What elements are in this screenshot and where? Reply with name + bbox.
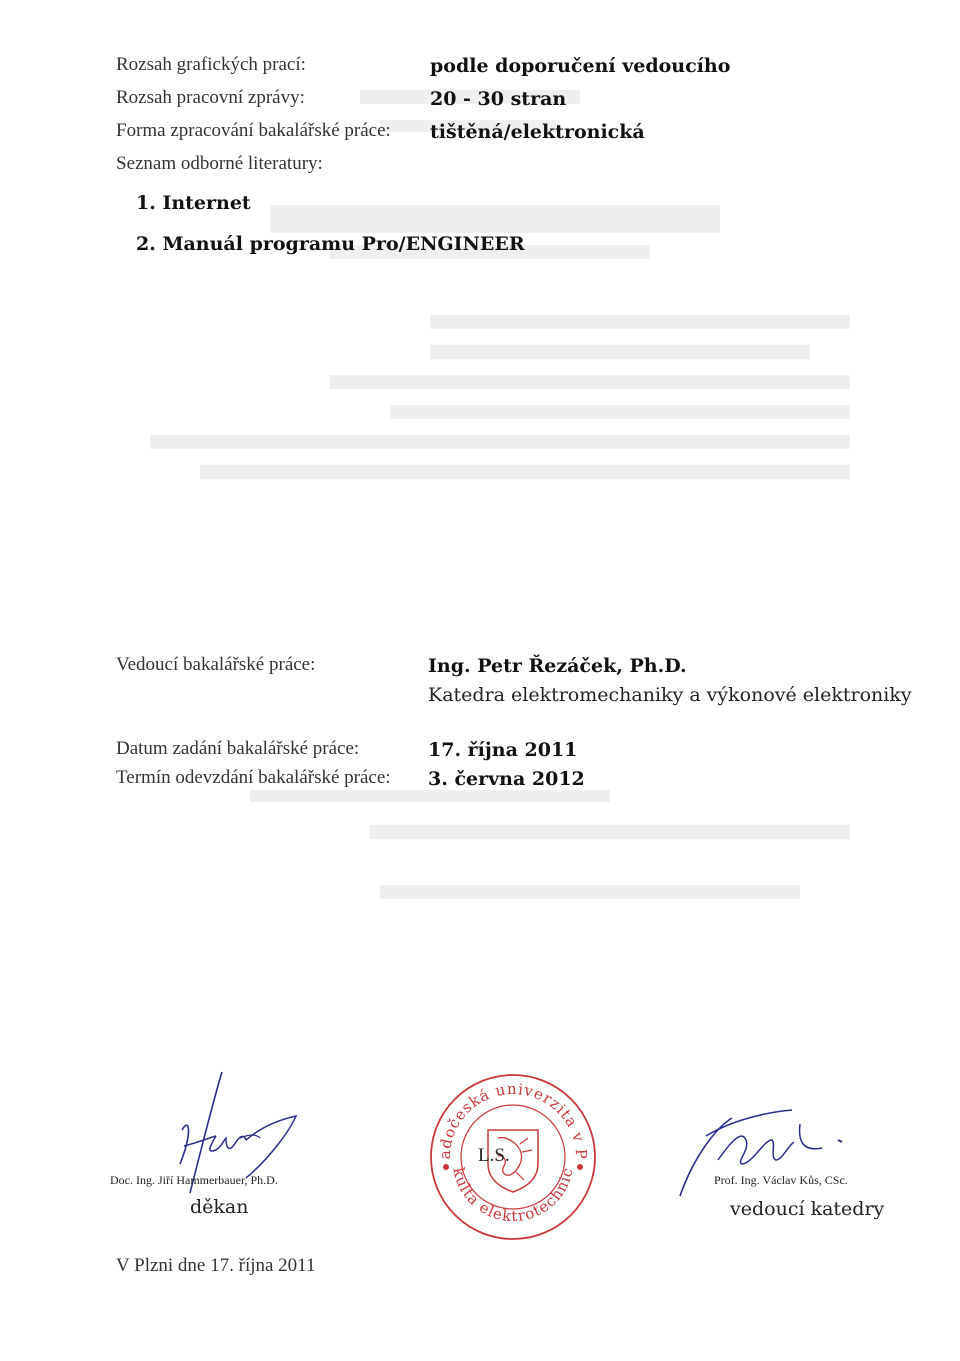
form-value: tištěná/elektronická (430, 121, 645, 143)
head-role: vedoucí katedry (730, 1198, 885, 1220)
form-label: Forma zpracování bakalářské práce: (116, 120, 391, 141)
supervisor-name: Ing. Petr Řezáček, Ph.D. (428, 655, 687, 677)
report-scope-label: Rozsah pracovní zprávy: (116, 87, 305, 108)
head-name: Prof. Ing. Václav Kůs, CSc. (714, 1173, 848, 1187)
assignment-date-label: Datum zadání bakalářské práce: (116, 738, 360, 759)
graphics-scope-label: Rozsah grafických prací: (116, 54, 306, 75)
head-signature (672, 1100, 882, 1210)
graphics-scope-value: podle doporučení vedoucího (430, 55, 731, 77)
report-scope-value: 20 - 30 stran (430, 88, 567, 110)
faculty-seal (428, 1072, 598, 1242)
supervisor-department: Katedra elektromechaniky a výkonové elektroniky (428, 684, 912, 706)
dean-role: děkan (190, 1196, 249, 1218)
stamp-ls: L.S. (478, 1145, 510, 1166)
deadline-value: 3. června 2012 (428, 768, 585, 790)
place-date: V Plzni dne 17. října 2011 (116, 1255, 316, 1276)
literature-item-2: 2. Manuál programu Pro/ENGINEER (136, 233, 525, 255)
literature-item-1: 1. Internet (136, 192, 251, 214)
dean-name: Doc. Ing. Jiří Hammerbauer, Ph.D. (110, 1173, 278, 1187)
seal-top-text: adočeská univerzita v P (435, 1079, 591, 1161)
deadline-label: Termín odevzdání bakalářské práce: (116, 767, 391, 788)
seal-bottom-text: kulta elektrotechnic (449, 1165, 577, 1226)
supervisor-label: Vedoucí bakalářské práce: (116, 654, 316, 675)
literature-label: Seznam odborné literatury: (116, 153, 323, 174)
faculty-seal-graphic (428, 1072, 598, 1242)
assignment-date-value: 17. října 2011 (428, 739, 578, 761)
